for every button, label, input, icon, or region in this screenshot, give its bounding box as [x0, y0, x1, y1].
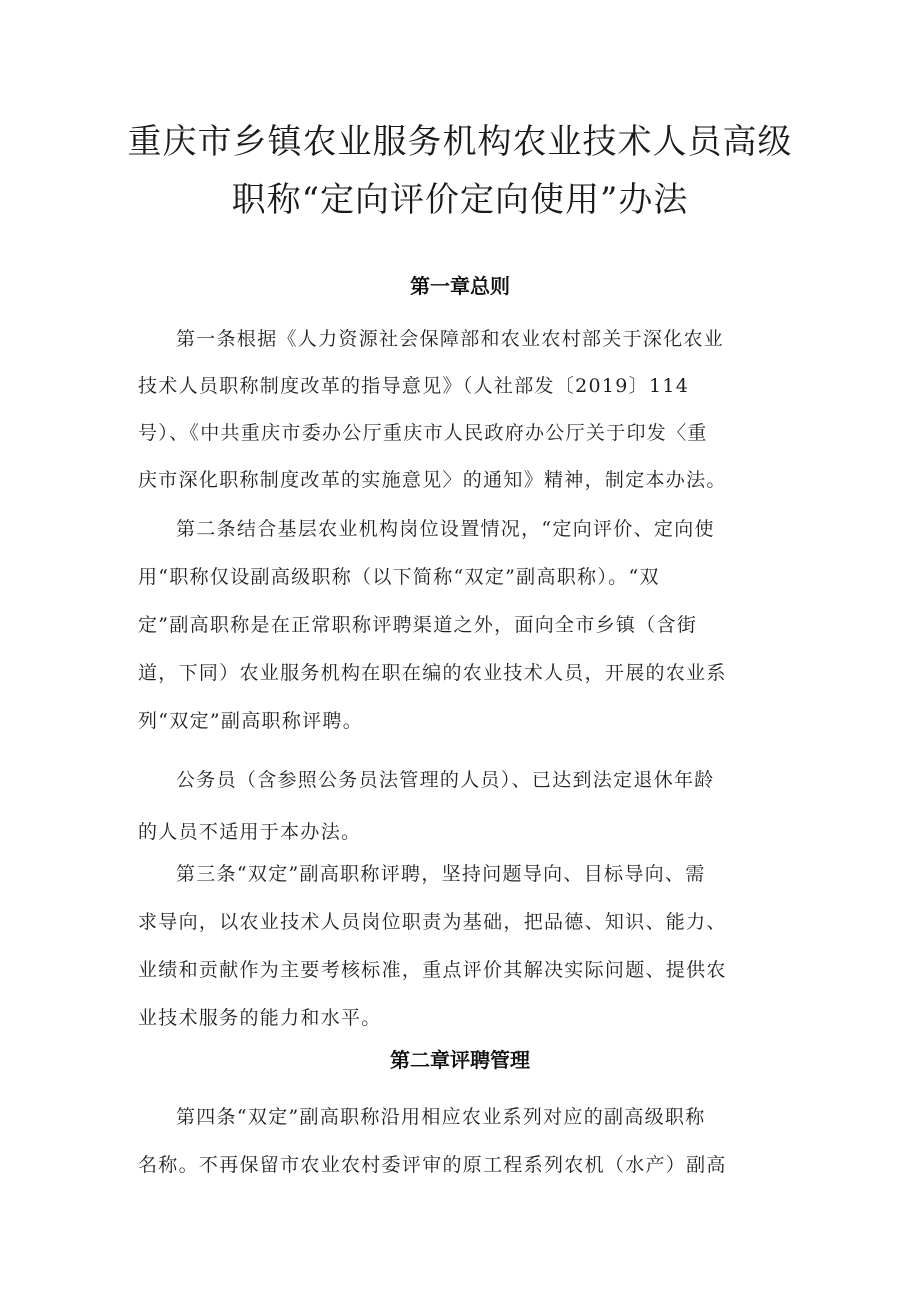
chapter-1-heading: 第一章总则 — [410, 274, 510, 298]
article-2-note-line-2: 的人员不适用于本办法。 — [138, 821, 362, 843]
article-2-note-line-1: 公务员（含参照公务员法管理的人员）、已达到法定退休年龄 — [176, 769, 715, 791]
article-4-paragraph — [138, 1093, 768, 1189]
article-2-paragraph — [138, 505, 768, 745]
article-4-line-1: 第四条“双定”副高职称沿用相应农业系列对应的副高级职称 — [176, 1106, 706, 1128]
article-3-line-1: 第三条“双定”副高职称评聘，坚持问题导向、目标导向、需 — [176, 863, 706, 885]
article-4-line-2: 名称。不再保留市农业农村委评审的原工程系列农机（水产）副高 — [138, 1154, 727, 1176]
article-3-line-2: 求导向，以农业技术人员岗位职责为基础，把品德、知识、能力、 — [138, 911, 727, 933]
article-1-paragraph — [138, 316, 768, 504]
article-2-line-3: 定”副高职称是在正常职称评聘渠道之外，面向全市乡镇（含街 — [138, 614, 698, 636]
document-title — [0, 113, 920, 229]
article-2-line-4: 道，下同）农业服务机构在职在编的农业技术人员，开展的农业系 — [138, 662, 727, 684]
article-2-line-5: 列“双定”副高职称评聘。 — [138, 710, 364, 732]
article-1-line-4: 庆市深化职称制度改革的实施意见〉的通知》精神，制定本办法。 — [138, 469, 727, 491]
article-3-paragraph — [138, 850, 768, 1042]
article-1-line-3: 号）、《中共重庆市委办公厅重庆市人民政府办公厅关于印发〈重 — [138, 422, 708, 444]
article-3-line-3: 业绩和贡献作为主要考核标准，重点评价其解决实际问题、提供农 — [138, 959, 727, 981]
chapter-2-heading: 第二章评聘管理 — [390, 1048, 530, 1072]
article-2-line-2: 用“职称仅设副高级职称（以下简称“双定”副高职称）。“双 — [138, 566, 660, 588]
article-1-line-1: 第一条根据《人力资源社会保障部和农业农村部关于深化农业 — [176, 328, 725, 350]
article-3-line-4: 业技术服务的能力和水平。 — [138, 1007, 382, 1029]
title-line-1: 重庆市乡镇农业服务机构农业技术人员高级 — [127, 122, 793, 162]
article-2-note-paragraph — [138, 754, 768, 858]
title-line-2: 职称“定向评价定向使用”办法 — [231, 180, 689, 220]
article-2-line-1: 第二条结合基层农业机构岗位设置情况，“定向评价、定向使 — [176, 518, 715, 540]
article-1-line-2: 技术人员职称制度改革的指导意见》（人社部发〔2019〕114 — [138, 375, 690, 397]
